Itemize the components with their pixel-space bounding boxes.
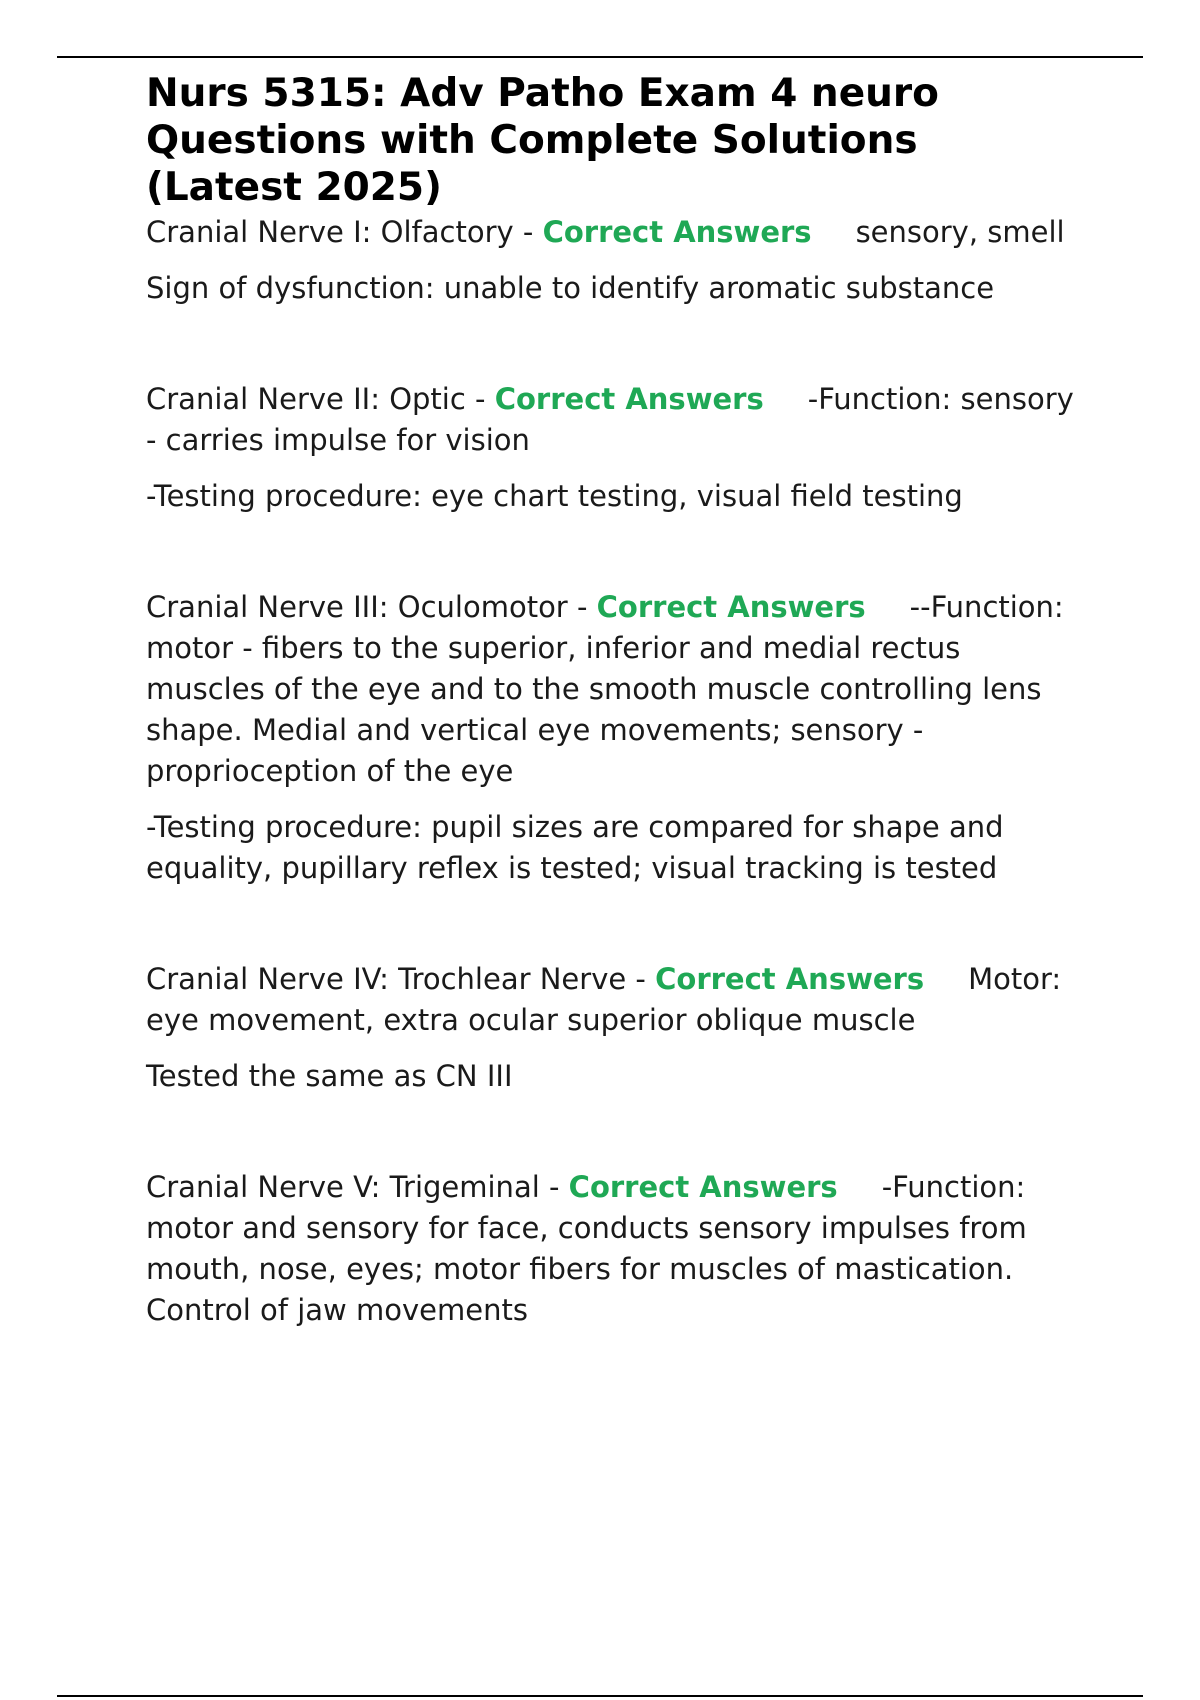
qa-answer-block bbox=[146, 1167, 1076, 1331]
answer-text: sensory, smell bbox=[855, 215, 1065, 249]
correct-answers-tag: Correct Answers bbox=[568, 1170, 838, 1204]
qa-item bbox=[146, 1167, 1076, 1331]
question-text: Cranial Nerve IV: Trochlear Nerve - bbox=[146, 962, 656, 996]
answer-text: -Function: motor and sensory for face, conducts sensory impulses from mouth, nose, eyes; motor fibers for muscles of mastication. Control of jaw movements bbox=[146, 1170, 1027, 1327]
qa-item bbox=[146, 959, 1076, 1097]
followup-text: Sign of dysfunction: unable to identify aromatic substance bbox=[146, 271, 995, 305]
top-rule bbox=[57, 56, 1143, 58]
qa-item bbox=[146, 212, 1076, 309]
question-text: Cranial Nerve V: Trigeminal - bbox=[146, 1170, 569, 1204]
document-title: Nurs 5315: Adv Patho Exam 4 neuro Questions with Complete Solutions (Latest 2025) bbox=[146, 71, 939, 210]
correct-answers-tag: Correct Answers bbox=[542, 215, 812, 249]
correct-answers-tag: Correct Answers bbox=[494, 382, 764, 416]
qa-item bbox=[146, 587, 1076, 889]
correct-answers-tag: Correct Answers bbox=[655, 962, 925, 996]
qa-answer-block bbox=[146, 587, 1076, 792]
qa-answer-block bbox=[146, 212, 1076, 253]
question-text: Cranial Nerve II: Optic - bbox=[146, 382, 495, 416]
qa-item bbox=[146, 379, 1076, 517]
document-body bbox=[146, 70, 1076, 1331]
question-text: Cranial Nerve I: Olfactory - bbox=[146, 215, 543, 249]
followup-text: Tested the same as CN III bbox=[146, 1059, 513, 1093]
correct-answers-tag: Correct Answers bbox=[596, 590, 866, 624]
answer-text: Motor: eye movement, extra ocular superior oblique muscle bbox=[146, 962, 1062, 1037]
followup-text: -Testing procedure: eye chart testing, visual field testing bbox=[146, 479, 963, 513]
qa-answer-block bbox=[146, 959, 1076, 1041]
followup-text: -Testing procedure: pupil sizes are compared for shape and equality, pupillary reflex is tested; visual tracking is tested bbox=[146, 810, 1004, 885]
answer-text: --Function: motor - fibers to the superior, inferior and medial rectus muscles of the eye and to the smooth muscle controlling lens shape. Medial and vertical eye movements; sensory - proprioception of the eye bbox=[146, 590, 1064, 788]
question-text: Cranial Nerve III: Oculomotor - bbox=[146, 590, 597, 624]
qa-answer-block bbox=[146, 379, 1076, 461]
bottom-rule bbox=[57, 1695, 1143, 1697]
answer-text: -Function: sensory - carries impulse for vision bbox=[146, 382, 1074, 457]
